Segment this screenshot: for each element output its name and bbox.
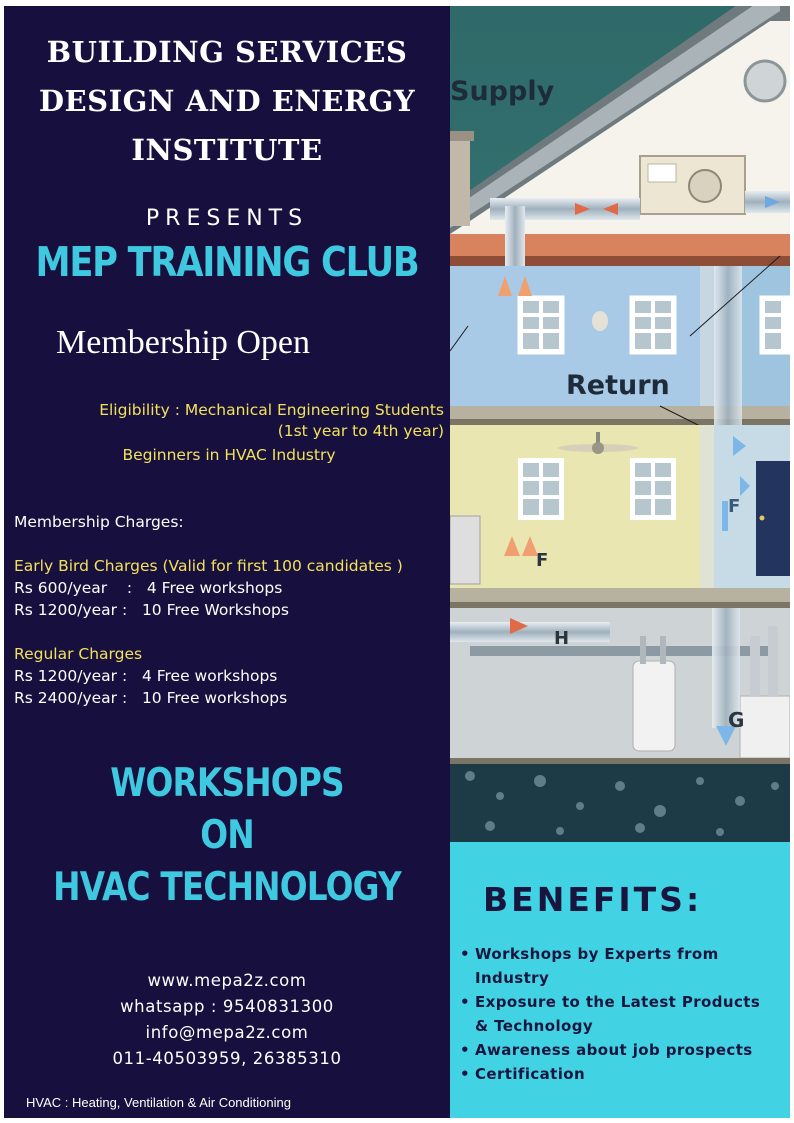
- charges-heading: Membership Charges:: [14, 513, 184, 531]
- benefit-item: • Exposure to the Latest Products & Technology: [460, 990, 785, 1038]
- club-title: MEP TRAINING CLUB: [35, 238, 419, 286]
- benefits-list: [460, 942, 785, 1086]
- regular-title: Regular Charges: [14, 645, 143, 663]
- website-link[interactable]: www.mepa2z.com: [147, 971, 307, 990]
- left-panel: [4, 6, 450, 1118]
- early-bird-row: Rs 600/year : 4 Free workshops: [14, 579, 283, 597]
- label-f-upper: F: [728, 496, 741, 517]
- workshops-line-1: WORKSHOPS: [110, 761, 344, 806]
- hvac-house-illustration: [450, 6, 790, 842]
- membership-charges: [14, 511, 444, 709]
- poster: [4, 6, 790, 1118]
- bullet-icon: •: [460, 1041, 470, 1059]
- org-line-3: INSTITUTE: [131, 133, 323, 167]
- benefit-item: • Workshops by Experts from Industry: [460, 942, 785, 990]
- phone-numbers: 011-40503959, 26385310: [112, 1049, 342, 1068]
- supply-label: Supply: [450, 76, 555, 107]
- workshops-line-2: ON: [200, 813, 254, 858]
- label-h: H: [554, 628, 570, 649]
- label-g: G: [728, 708, 745, 732]
- return-label: Return: [566, 370, 670, 401]
- presents-label: PRESENTS: [145, 206, 309, 231]
- benefits-panel: [450, 842, 790, 1118]
- bullet-icon: •: [460, 945, 470, 963]
- early-bird-title: Early Bird Charges (Valid for first 100 candidates ): [14, 557, 403, 575]
- hvac-footnote: HVAC : Heating, Ventilation & Air Conditioning: [26, 1095, 291, 1110]
- workshops-heading: [4, 758, 450, 914]
- benefit-item: • Certification: [460, 1062, 785, 1086]
- label-f-lower: F: [536, 550, 549, 571]
- org-line-1: BUILDING SERVICES: [46, 35, 408, 69]
- bullet-icon: •: [460, 993, 470, 1011]
- membership-open-heading: Membership Open: [56, 324, 311, 361]
- eligibility-line-1: Eligibility : Mechanical Engineering Students: [99, 401, 444, 419]
- eligibility-line-2: (1st year to 4th year): [277, 422, 444, 440]
- benefit-item: • Awareness about job prospects: [460, 1038, 785, 1062]
- email-link[interactable]: info@mepa2z.com: [145, 1023, 309, 1042]
- regular-row: Rs 2400/year : 10 Free workshops: [14, 689, 288, 707]
- contact-block: [4, 968, 450, 1072]
- eligibility-line-3: Beginners in HVAC Industry: [122, 446, 336, 464]
- eligibility-block: [14, 400, 444, 466]
- workshops-line-3: HVAC TECHNOLOGY: [53, 865, 401, 910]
- regular-row: Rs 1200/year : 4 Free workshops: [14, 667, 278, 685]
- benefits-title: BENEFITS:: [483, 880, 703, 919]
- early-bird-row: Rs 1200/year : 10 Free Workshops: [14, 601, 289, 619]
- organization-name: [4, 28, 450, 175]
- org-line-2: DESIGN AND ENERGY: [38, 84, 416, 118]
- whatsapp-number: whatsapp : 9540831300: [120, 997, 334, 1016]
- bullet-icon: •: [460, 1065, 470, 1083]
